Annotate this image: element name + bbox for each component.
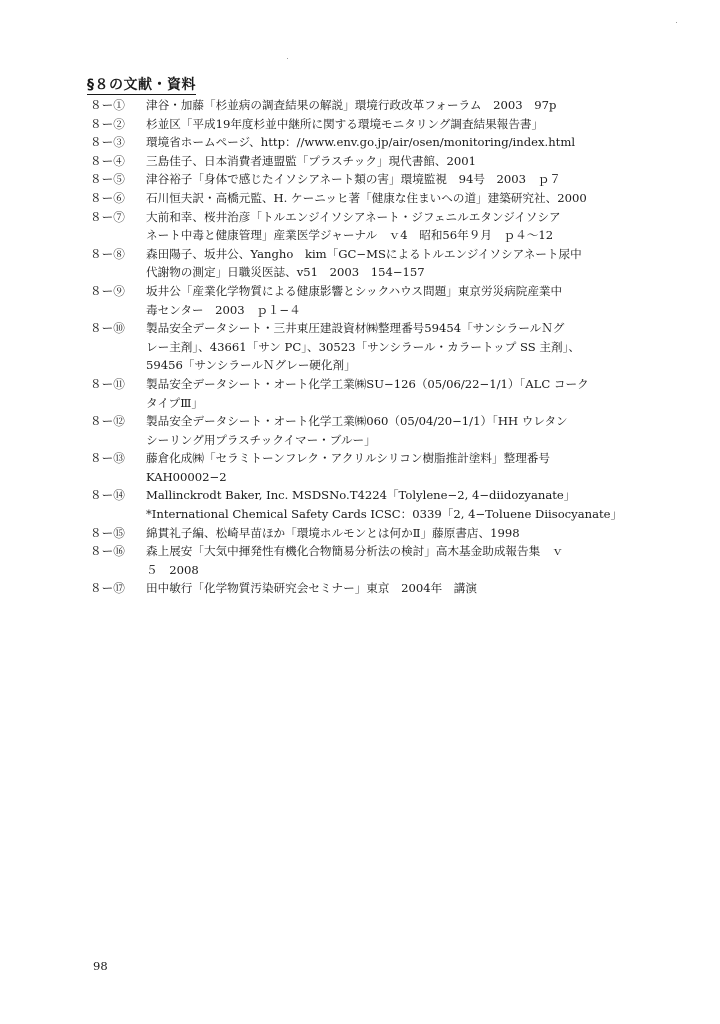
reference-number: ８ー⑬ [90,451,125,466]
reference-number: ８ー① [90,98,125,112]
section-heading: §８の文献・資料 [87,77,196,93]
reference-text [146,152,650,171]
reference-item [90,282,650,319]
reference-line: Mallinckrodt Baker, Inc. MSDSNo.T4224「Tolylene−2, 4−diidozyanate」 [146,488,576,503]
reference-number: ８ー⑫ [90,414,125,429]
reference-text [146,282,650,319]
reference-item [90,115,650,134]
reference-number: ８ー⑯ [90,544,125,559]
reference-text [146,170,650,189]
reference-item [90,449,650,486]
reference-line: 津谷・加藤「杉並病の調査結果の解説」環境行政改革フォーラム 2003 97p [146,98,557,112]
reference-item [90,524,650,543]
reference-text [146,375,650,412]
reference-item [90,96,650,115]
reference-item [90,375,650,412]
reference-item [90,189,650,208]
reference-text [146,579,650,598]
reference-line: 環境省ホームページ、http：//www.env.go.jp/air/osen/monitoring/index.html [146,135,576,150]
page-number: 98 [93,959,108,973]
reference-number: ８ー⑪ [90,376,125,391]
reference-item [90,319,650,375]
reference-line: 綿貫礼子編、松崎早苗ほか「環境ホルモンとは何かⅡ」藤原書店、1998 [146,525,520,540]
reference-number: ８ー② [90,116,125,131]
reference-line: *International Chemical Safety Cards ICSC：0339「2, 4−Toluene Diisocyanate」 [146,507,623,522]
reference-text [146,133,650,152]
reference-number: ８ー⑩ [90,321,125,336]
reference-item [90,208,650,245]
reference-line: 田中敏行「化学物質汚染研究会セミナー」東京 2004年 講演 [146,581,477,596]
reference-line: タイプⅢ」 [146,395,203,410]
reference-number: ８ー⑨ [90,283,125,298]
reference-number: ８ー⑰ [90,581,125,596]
scan-speck [676,22,677,23]
reference-number: ８ー⑧ [90,246,125,261]
reference-line: ５ 2008 [146,562,199,577]
reference-text [146,449,650,486]
reference-line: 毒センター 2003 ｐ１−４ [146,302,301,317]
reference-number: ８ー③ [90,135,125,150]
reference-line: ネート中毒と健康管理」産業医学ジャーナル ｖ4 昭和56年９月 ｐ４～12 [146,228,554,243]
reference-item [90,542,650,579]
reference-text [146,96,650,115]
reference-number: ８ー⑭ [90,488,125,503]
reference-item [90,412,650,449]
reference-item [90,133,650,152]
reference-text [146,486,650,523]
reference-number: ８ー④ [90,153,125,168]
reference-text [146,524,650,543]
reference-number: ８ー⑦ [90,209,125,224]
reference-line: 製品安全データシート・オート化学工業㈱060（05/04/20−1/1）「HH ウレタン [146,414,568,429]
reference-text [146,542,650,579]
reference-line: 製品安全データシート・オート化学工業㈱SU−126（05/06/22−1/1）「ALC コーク [146,376,589,391]
reference-item [90,579,650,598]
reference-text [146,115,650,134]
reference-line: KAH00002−2 [146,469,227,484]
reference-item [90,152,650,171]
reference-line: 石川恒夫訳・高橋元監、H. ケーニッヒ著「健康な住まいへの道」建築研究社、2000 [146,190,587,205]
reference-list [90,96,650,598]
reference-number: ８ー⑤ [90,172,125,187]
reference-line: 森上展安「大気中揮発性有機化合物簡易分析法の検討」高木基金助成報告集 ｖ [146,544,564,559]
reference-line: 大前和幸、桜井治彦「トルエンジイソシアネート・ジフェニルエタンジイソシア [146,209,561,224]
reference-line: 津谷裕子「身体で感じたイソシアネート類の害」環境監視 94号 2003 ｐ７ [146,172,561,187]
reference-text [146,189,650,208]
reference-item [90,170,650,189]
scan-speck [287,58,288,59]
reference-text [146,208,650,245]
reference-number: ８ー⑥ [90,190,125,205]
reference-text [146,319,650,375]
reference-line: 三島佳子、日本消費者連盟監「プラスチック」現代書館、2001 [146,153,477,168]
reference-line: 代謝物の測定」日職災医誌、v51 2003 154−157 [146,265,425,280]
reference-line: 59456「サンシラールＮグレー硬化剤」 [146,358,356,373]
reference-line: 坂井公「産業化学物質による健康影響とシックハウス問題」東京労災病院産業中 [146,283,563,298]
reference-number: ８ー⑮ [90,525,125,540]
reference-line: 森田陽子、坂井公、Yangho kim「GC−MSによるトルエンジイソシアネート尿中 [146,246,582,261]
reference-item [90,486,650,523]
reference-line: 製品安全データシート・三井東圧建設資材㈱整理番号59454「サンシラールＮグ [146,321,565,336]
reference-text [146,245,650,282]
reference-line: シーリング用プラスチックイマー・ブルー」 [146,432,376,447]
reference-text [146,412,650,449]
reference-item [90,245,650,282]
reference-line: 藤倉化成㈱「セラミトーンフレク・アクリルシリコン樹脂推計塗料」整理番号 [146,451,550,466]
reference-line: レー主剤」、43661「サン PC」、30523「サンシラール・カラートップ SS 主剤」、 [146,339,580,354]
reference-line: 杉並区「平成19年度杉並中継所に関する環境モニタリング調査結果報告書」 [146,116,544,131]
